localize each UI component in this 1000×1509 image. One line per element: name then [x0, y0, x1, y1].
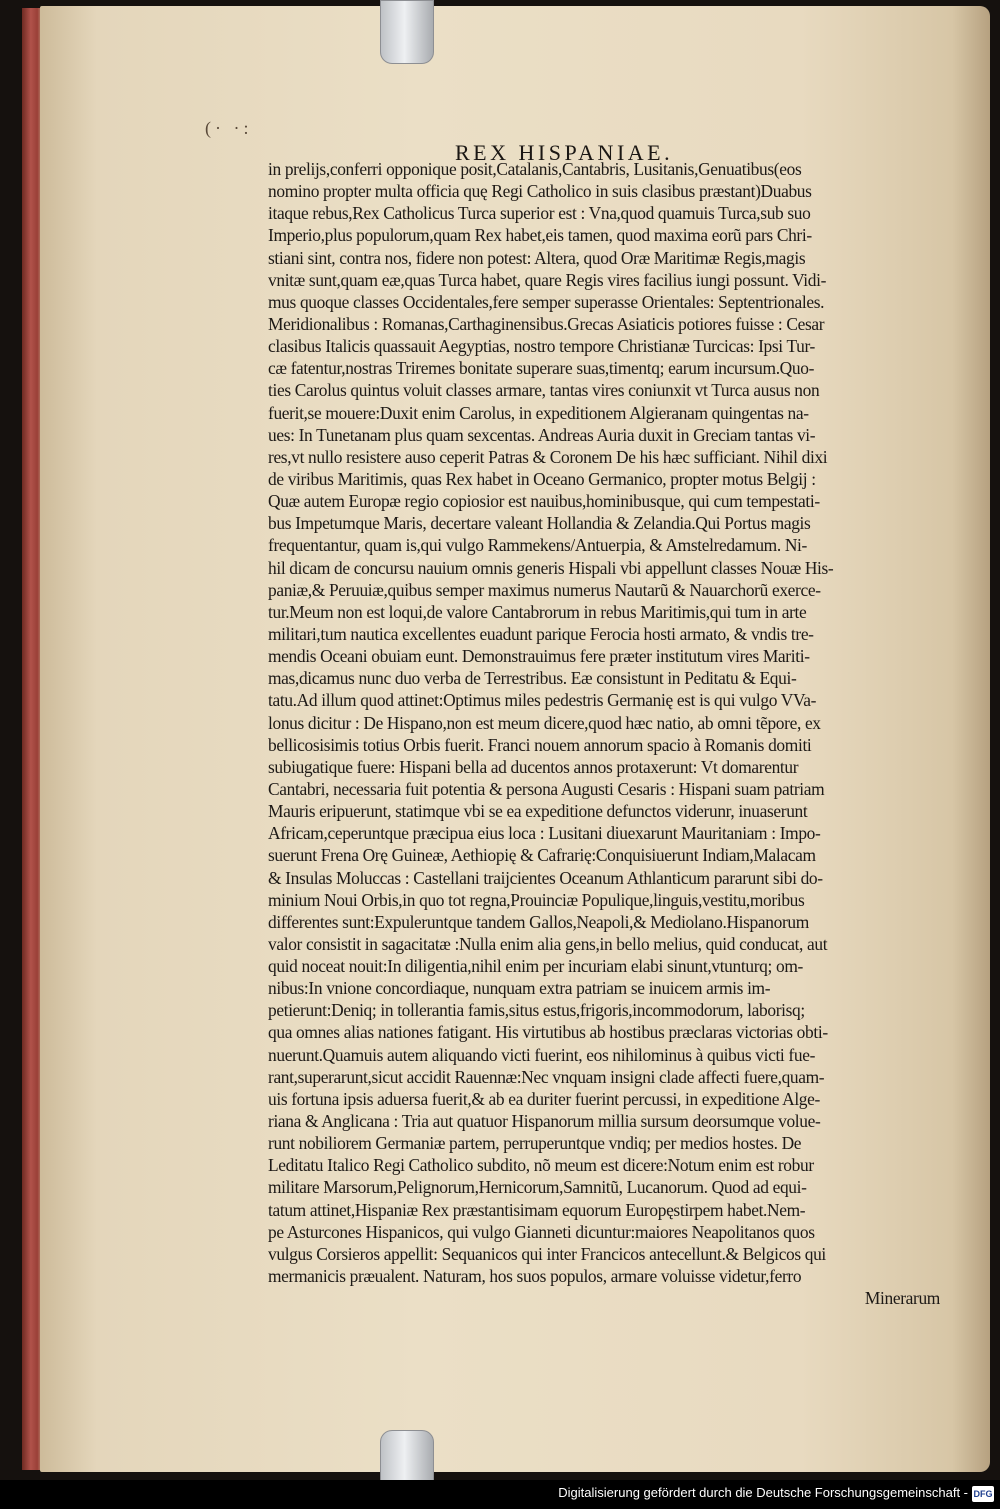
text-line: frequentantur, quam is,qui vulgo Rammekens/Antuerpia, & Amstelredamum. Ni-: [268, 535, 807, 556]
text-line: itaque rebus,Rex Catholicus Turca superior est : Vna,quod quamuis Turca,sub suo: [268, 203, 811, 224]
text-line: mas,dicamus nunc duo verba de Terrestribus. Eæ consistunt in Peditatu & Equi-: [268, 668, 797, 689]
text-line: vnitæ sunt,quam eæ,quas Turca habet, quare Regis vires facilius iungi possunt. Vidi-: [268, 269, 827, 290]
text-line: Minerarum: [864, 1288, 940, 1309]
text-line: Africam,ceperuntque præcipua eius loca : Lusitani diuexarunt Mauritaniam : Impo-: [268, 823, 821, 844]
text-line: Quæ autem Europæ regio copiosior est nauibus,hominibusque, qui cum tempestati-: [268, 491, 820, 512]
text-line: minium Noui Orbis,in quo tot regna,Prouinciæ Populique,linguis,vestitu,moribus: [268, 889, 805, 910]
running-head: REX HISPANIAE.: [455, 140, 674, 165]
text-line: pe Asturcones Hispanicos, qui vulgo Gianneti dicuntur:maiores Neapolitanos quos: [268, 1221, 815, 1242]
dfg-logo-icon: DFG: [972, 1486, 994, 1502]
text-line: mus quoque classes Occidentales,fere semper superasse Orientales: Septentrionales.: [268, 291, 825, 312]
text-line: cæ fatentur,nostras Triremes bonitate superare suas,timentq; earum incursum.Quo-: [268, 358, 815, 379]
text-line: Cantabri, necessaria fuit potentia & persona Augusti Cesaris : Hispani suam patriam: [268, 778, 825, 799]
text-line: de viribus Maritimis, quas Rex habet in Oceano Germanico, propter motus Belgij :: [268, 468, 816, 489]
text-line: clasibus Italicis quassauit Aegyptias, nostro tempore Christianæ Turcicas: Ipsi Tur-: [268, 336, 816, 357]
text-line: nomino propter multa officia quę Regi Catholico in suis clasibus præstant)Duabus: [268, 181, 812, 202]
text-line: lonus dicitur : De Hispano,non est meum dicere,quod hæc natio, ab omni tẽpore, ex: [268, 712, 821, 733]
text-line: qua omnes alias nationes fatigant. His virtutibus ab hostibus præclaras victorias obti-: [268, 1022, 828, 1043]
text-line: hil dicam de concursu nauium omnis generis Hispali vbi appellunt classes Nouæ His-: [268, 557, 834, 578]
text-line: fuerit,se mouere:Duxit enim Carolus, in expeditionem Algieranam quingentas na-: [268, 402, 809, 423]
text-line: uis fortuna ipsis aduersa fuerit,& ab ea duriter fuerint percussi, in expeditione Alge-: [268, 1088, 820, 1109]
text-line: Imperio,plus populorum,quam Rex habet,eis tamen, quod maxima eorũ pars Chri-: [268, 225, 812, 246]
body-text: [268, 158, 940, 1309]
text-line: rant,superarunt,sicut accidit Rauennæ:Nec vnquam insigni clade affecti fuere,quam-: [268, 1066, 825, 1087]
text-line: in prelijs,conferri opponique posit,Catalanis,Cantabris, Lusitanis,Genuatibus(eos: [268, 159, 802, 179]
text-line: Leditatu Italico Regi Catholico subdito, nõ meum est dicere:Notum enim est robur: [268, 1155, 814, 1176]
text-line: mermanicis præualent. Naturam, hos suos populos, armare voluisse videtur,ferro: [268, 1266, 802, 1287]
text-line: & Insulas Moluccas : Castellani traijcientes Oceanum Athlanticum pararunt sibi do-: [268, 867, 823, 888]
text-line: subiugatique fuere: Hispani bella ad ducentos annos protaxerunt: Vt domarentur: [268, 756, 799, 777]
text-line: suerunt Frena Orę Guineæ, Aethiopię & Cafrarię:Conquisiuerunt Indiam,Malacam: [268, 845, 816, 866]
text-line: petierunt:Deniq; in tollerantia famis,situs estus,frigoris,incommodorum, laborisq;: [268, 1000, 805, 1021]
text-line: tatu.Ad illum quod attinet:Optimus miles pedestris Germanię est is qui vulgo VVa-: [268, 690, 817, 711]
text-line: bus Impetumque Maris, decertare valeant Hollandia & Zelandia.Qui Portus magis: [268, 513, 811, 534]
text-line: vulgus Corsieros appellit: Sequanicos qui inter Francicos antecellunt.& Belgicos qui: [268, 1243, 826, 1264]
top-clip: [380, 0, 434, 64]
text-line: mendis Oceani obuiam eunt. Demonstrauimus fere præter institutum vires Mariti-: [268, 646, 810, 667]
text-line: quid noceat nouit:In diligentia,nihil enim per incuriam elabi sinunt,vtunturq; om-: [268, 956, 803, 977]
text-line: nuerunt.Quamuis autem aliquando victi fuerint, eos nihilominus à quibus victi fue-: [268, 1044, 816, 1065]
text-line: valor consistit in sagacitatæ :Nulla enim alia gens,in bello melius, quid conducat, aut: [268, 933, 828, 954]
text-line: tatum attinet,Hispaniæ Rex præstantisimam equorum Europęstirpem habet.Nem-: [268, 1199, 806, 1220]
text-line: militari,tum nautica excellentes euadunt parique Ferocia hosti armato, & vndis tre-: [268, 623, 814, 644]
footer-credit: Digitalisierung gefördert durch die Deutsche Forschungsgemeinschaft -: [558, 1485, 968, 1500]
footer-bar: [0, 1480, 1000, 1509]
text-line: runt nobiliorem Germaniæ partem, perruperuntque vndiq; per medios hostes. De: [268, 1133, 802, 1154]
text-line: tur.Meum non est loqui,de valore Cantabrorum in rebus Maritimis,qui tum in arte: [268, 601, 807, 622]
text-line: ties Carolus quintus voluit classes armare, tantas vires coniunxit vt Turca ausus non: [268, 380, 820, 401]
corner-mark: (· ·:: [205, 118, 253, 138]
text-line: ues: In Tunetanam plus quam sexcentas. Andreas Auria duxit in Greciam tantas vi-: [268, 424, 816, 445]
bottom-clip: [380, 1430, 434, 1482]
text-line: bellicosisimis totius Orbis fuerit. Franci nouem annorum spacio à Romanis domiti: [268, 734, 812, 755]
text-line: stiani sint, contra nos, fidere non potest: Altera, quod Oræ Maritimæ Regis,magis: [268, 247, 806, 268]
text-line: militare Marsorum,Pelignorum,Hernicorum,Samnitũ, Lucanorum. Quod ad equi-: [268, 1177, 807, 1198]
text-line: paniæ,& Peruuiæ,quibus semper maximus numerus Nautarũ & Nauarchorũ exerce-: [268, 579, 821, 600]
text-line: Meridionalibus : Romanas,Carthaginensibus.Grecas Asiaticis potiores fuisse : Cesar: [268, 313, 825, 334]
text-line: res,vt nullo resistere auso ceperit Patras & Coronem De his hæc sufficiant. Nihil dixi: [268, 446, 828, 467]
text-line: riana & Anglicana : Tria aut quatuor Hispanorum millia sursum deorsumque volue-: [268, 1111, 821, 1132]
text-line: differentes sunt:Expuleruntque tandem Gallos,Neapoli,& Mediolano.Hispanorum: [268, 911, 809, 932]
text-line: nibus:In vnione concordiaque, nunquam extra patriam se inuicem armis im-: [268, 978, 771, 999]
text-line: Mauris eripuerunt, statimque vbi se ea expeditione defunctos viderunr, inuaserunt: [268, 801, 808, 822]
